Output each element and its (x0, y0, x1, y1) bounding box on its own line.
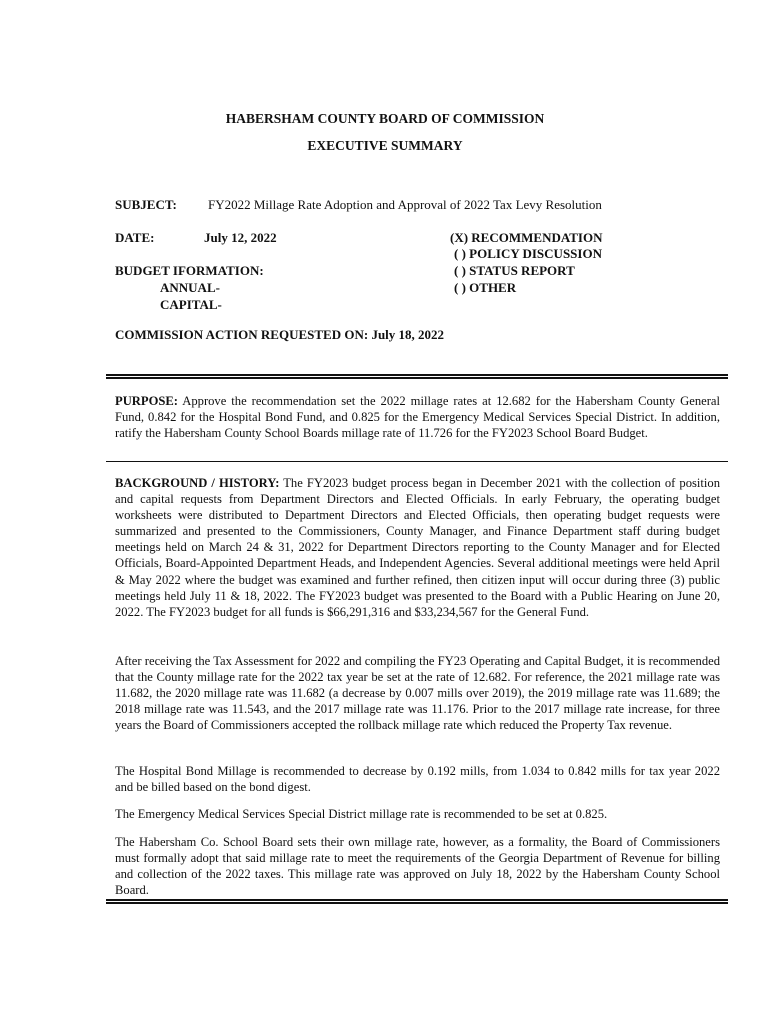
hospital-bond-paragraph: The Hospital Bond Millage is recommended to decrease by 0.192 mills, from 1.034 to 0.842 mills for tax year 2022 and be billed based on the bond digest. (115, 764, 720, 795)
background-label: BACKGROUND / HISTORY: (115, 476, 280, 490)
subject-value: FY2022 Millage Rate Adoption and Approval of 2022 Tax Levy Resolution (208, 197, 602, 212)
budget-label: BUDGET IFORMATION: (115, 263, 264, 278)
org-title: HABERSHAM COUNTY BOARD OF COMMISSION (225, 111, 545, 126)
doc-title: EXECUTIVE SUMMARY (307, 138, 463, 153)
purpose-paragraph (115, 393, 720, 441)
date-value: July 12, 2022 (204, 230, 277, 245)
background-text: The FY2023 budget process began in December 2021 with the collection of position and capital requests from Department Directors and Elected Officials. In early February, the operating budget worksheets were distributed to Department Directors and Elected Officials, then operating budget requests were summarized and presented to the Commissioners, County Manager, and Finance Department staff during budget meetings held on March 24 & 31, 2022 for Department Directors reporting to the County Manager and for Elected Officials, Board-Appointed Department Heads, and Independent Agencies. Several additional meetings were held April & May 2022 where the budget was examined and further refined, then citizen input will occur during three (3) public meetings held July 11 & 18, 2022. The FY2023 budget was presented to the Board with a Public Hearing on June 20, 2022. The FY2023 budget for all funds is $66,291,316 and $33,234,567 for the General Fund. (115, 476, 721, 619)
school-board-paragraph: The Habersham Co. School Board sets their own millage rate, however, as a formality, the Board of Commissioners must formally adopt that said millage rate to meet the requirements of the Georgia Department of Revenue for billing and collection of the 2022 taxes. This millage rate was approved on July 18, 2022 by the Habersham County School Board. (115, 835, 720, 898)
action-date: July 18, 2022 (371, 327, 445, 342)
action-label: COMMISSION ACTION REQUESTED ON: (115, 327, 369, 342)
background-paragraph (115, 475, 720, 620)
option-recommendation: (X) RECOMMENDATION (450, 230, 603, 245)
purpose-label: PURPOSE: (115, 394, 178, 408)
action-requested (115, 327, 444, 343)
bottom-divider (106, 899, 728, 904)
option-status-report: ( ) STATUS REPORT (454, 263, 575, 278)
purpose-divider (106, 461, 728, 462)
millage-paragraph: After receiving the Tax Assessment for 2022 and compiling the FY23 Operating and Capital Budget, it is recommended that the County millage rate for the 2022 tax year be set at the rate of 12.682. For reference, the 2021 millage rate was 11.682, the 2020 millage rate was 11.682 (a decrease by 0.007 mills over 2019), the 2019 millage rate was 11.689; the 2018 millage rate was 11.543, and the 2017 millage rate was 11.176. Prior to the 2017 millage rate increase, for three years the Board of Commissioners accepted the rollback millage rate which reduced the Property Tax revenue. (115, 654, 720, 733)
date-label: DATE: (115, 230, 155, 245)
option-other: ( ) OTHER (454, 280, 517, 295)
subject-label: SUBJECT: (115, 197, 177, 212)
capital-label: CAPITAL- (160, 297, 222, 312)
annual-label: ANNUAL- (160, 280, 220, 295)
purpose-text: Approve the recommendation set the 2022 millage rates at 12.682 for the Habersham County General Fund, 0.842 for the Hospital Bond Fund, and 0.825 for the Emergency Medical Services Special District. In addition, ratify the Habersham County School Boards millage rate of 11.726 for the FY2023 School Board Budget. (115, 394, 720, 441)
section-divider (106, 374, 728, 379)
ems-paragraph: The Emergency Medical Services Special District millage rate is recommended to be set at 0.825. (115, 807, 608, 821)
option-policy-discussion: ( ) POLICY DISCUSSION (454, 246, 602, 261)
